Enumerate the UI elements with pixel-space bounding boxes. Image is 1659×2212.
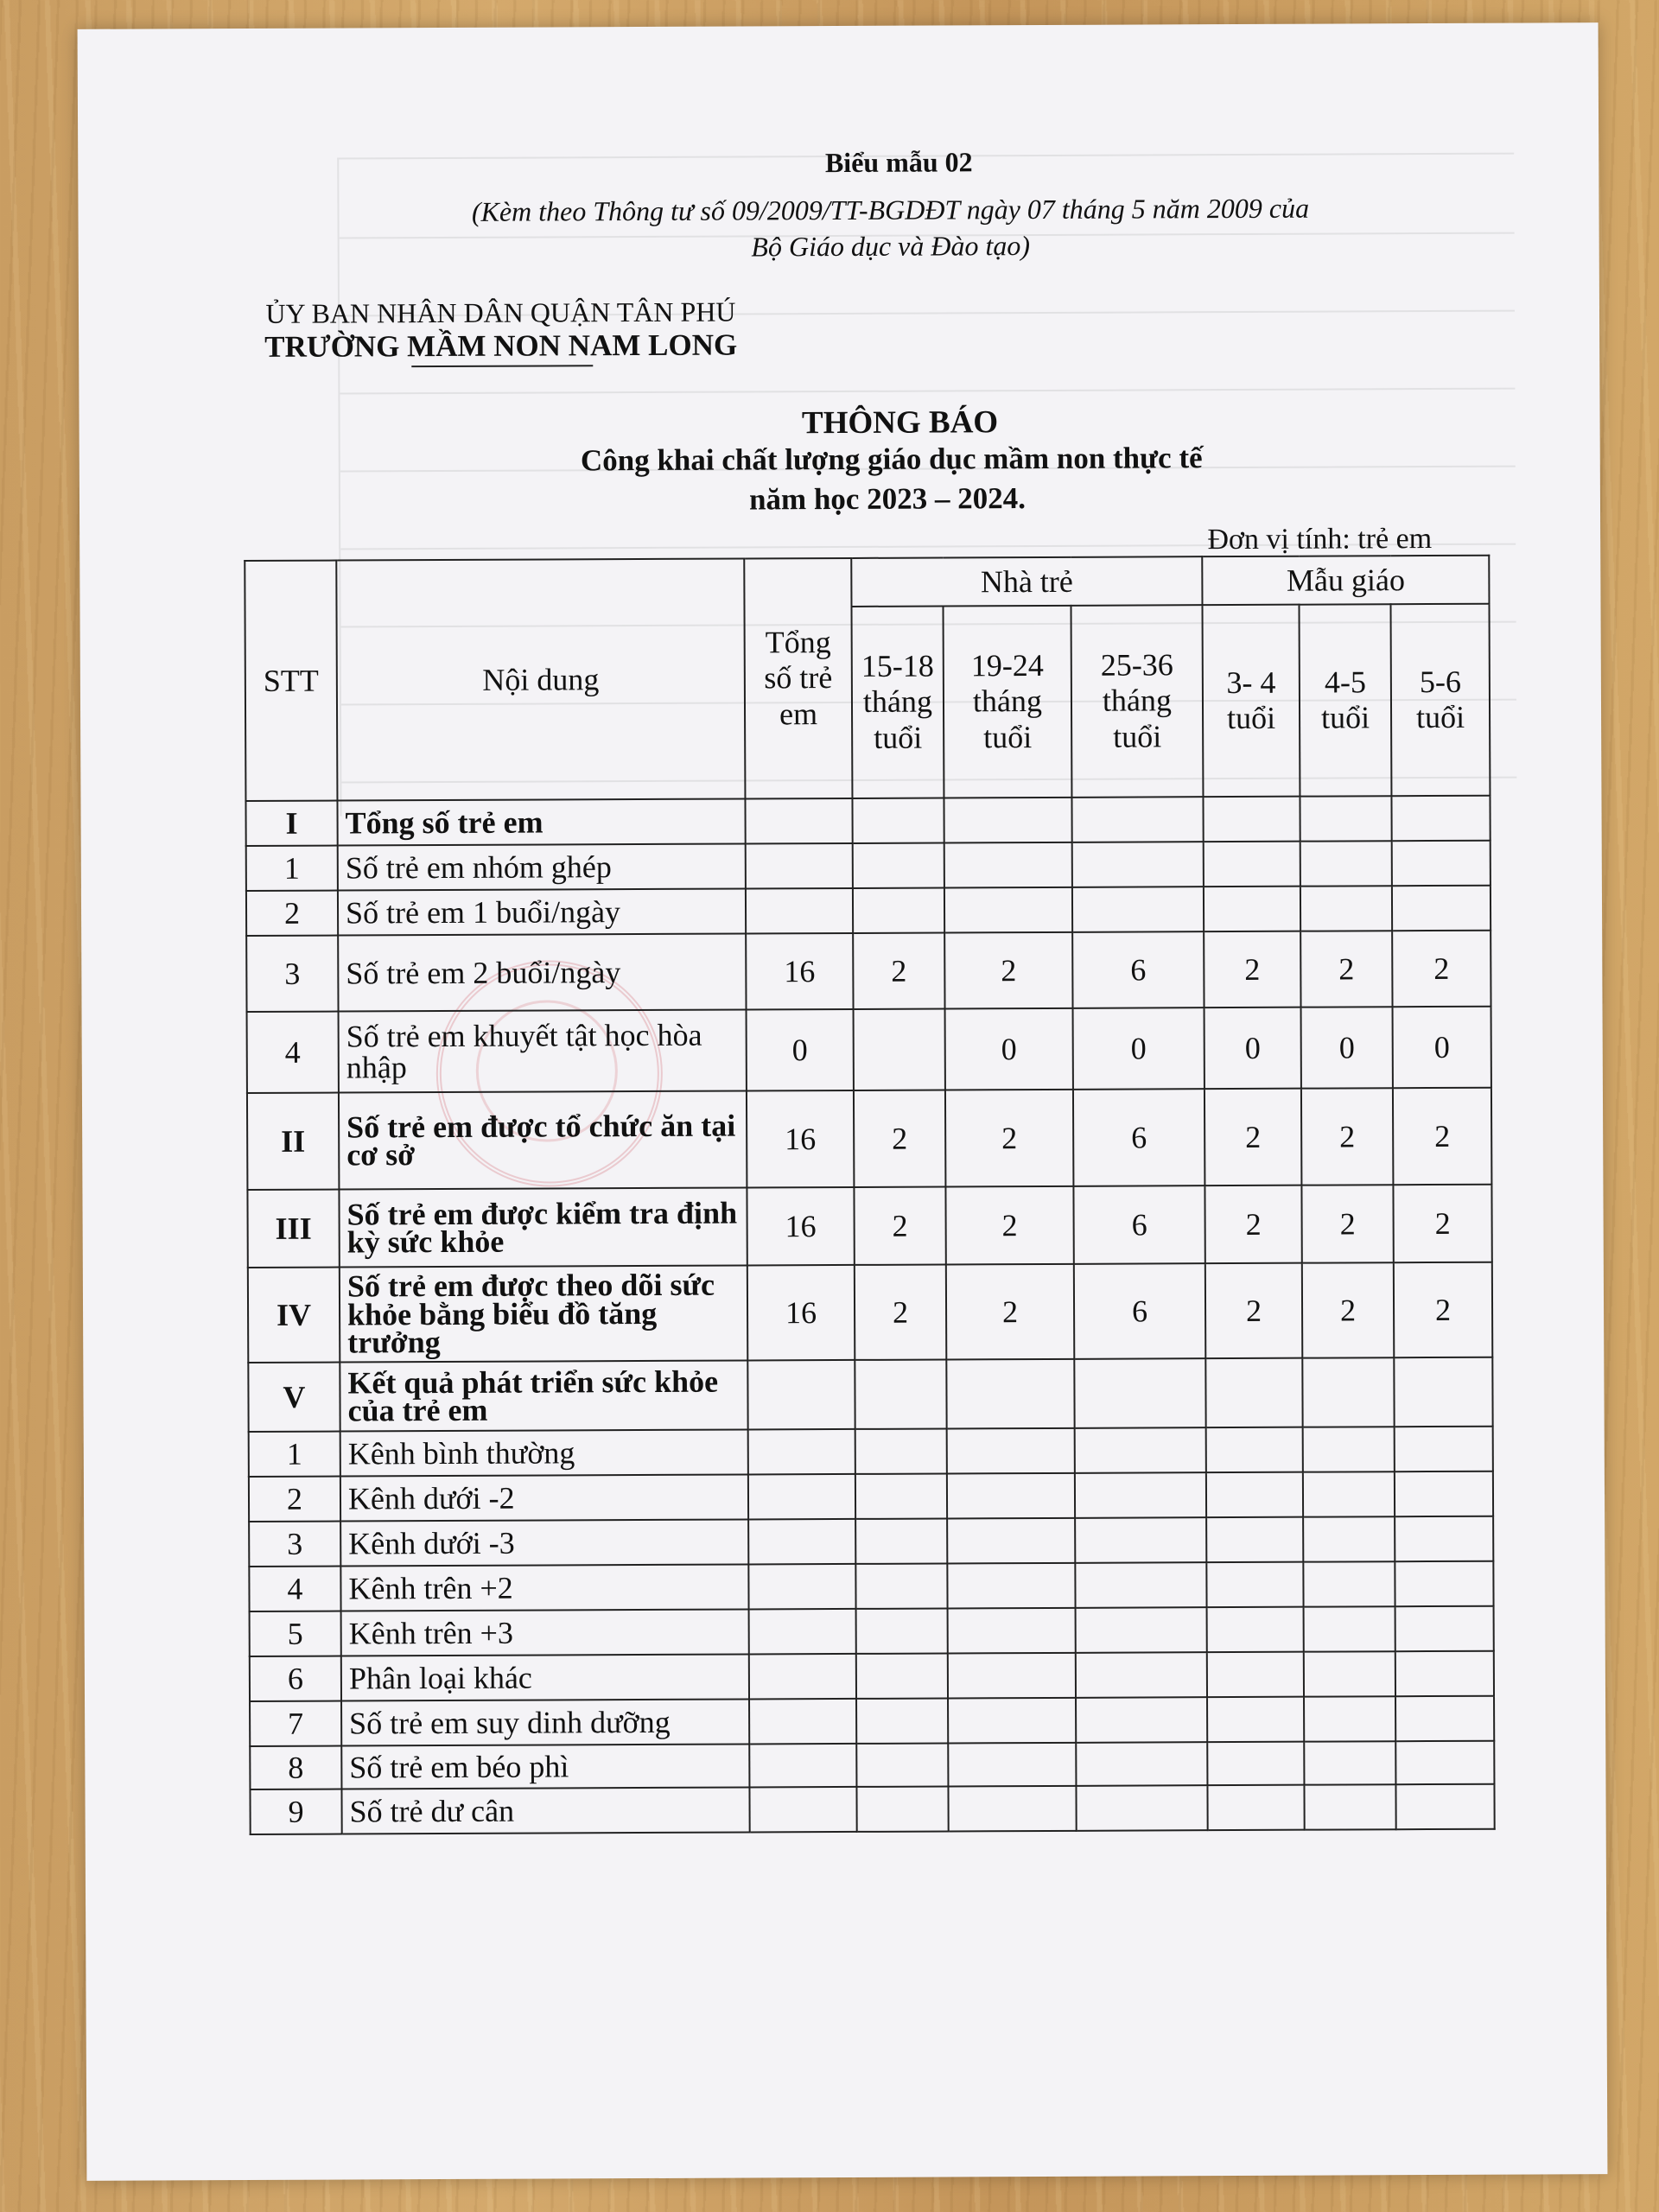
header-age-15-18: 15-18 tháng tuổi (851, 606, 944, 798)
row-value-cell (1206, 1472, 1303, 1517)
row-value-cell (1205, 1358, 1302, 1427)
row-content: Số trẻ em béo phì (341, 1744, 749, 1789)
decree-reference (130, 188, 1650, 268)
row-stt: 3 (249, 1522, 340, 1567)
table-row (247, 1088, 1492, 1190)
row-value-cell (1392, 841, 1491, 886)
row-value-cell (947, 1473, 1075, 1519)
row-value-cell (855, 1473, 947, 1518)
table-row (249, 1561, 1493, 1611)
header-age-25-36: 25-36 tháng tuổi (1071, 605, 1203, 798)
table-row (250, 1741, 1494, 1789)
row-value-cell (854, 1008, 945, 1090)
row-value-cell (1206, 1427, 1303, 1472)
row-value-cell: 0 (1073, 1007, 1205, 1090)
row-value-cell (1072, 887, 1204, 932)
row-content: Số trẻ em 1 buổi/ngày (338, 888, 746, 935)
row-value-cell (944, 887, 1072, 933)
row-stt: 1 (249, 1432, 340, 1477)
row-value-cell (852, 798, 944, 842)
row-value-cell: 2 (946, 1264, 1074, 1360)
row-value-cell (1207, 1652, 1304, 1697)
row-value-cell: 2 (1205, 1263, 1302, 1358)
row-stt: 3 (246, 936, 338, 1012)
row-value-cell: 2 (854, 1090, 945, 1186)
row-value-cell: 2 (1301, 1185, 1393, 1262)
table-row (249, 1516, 1493, 1567)
table-row (246, 841, 1491, 891)
row-value-cell (1204, 842, 1300, 887)
row-content: Số trẻ em được theo dõi sức khỏe bằng biểu đồ tăng trưởng (340, 1265, 747, 1362)
row-value-cell (1304, 1784, 1395, 1829)
row-value-cell (745, 798, 852, 844)
school-name-underline (411, 365, 593, 367)
row-stt: I (245, 801, 337, 846)
row-value-cell: 2 (1393, 1185, 1491, 1262)
row-value-cell: 0 (1205, 1007, 1301, 1089)
table-row (248, 1262, 1492, 1363)
row-content: Số trẻ em 2 buổi/ngày (338, 933, 746, 1011)
row-value-cell: 2 (853, 932, 944, 1008)
row-value-cell (1072, 842, 1204, 887)
row-value-cell (948, 1743, 1076, 1787)
row-content: Số trẻ em nhóm ghép (338, 843, 746, 890)
row-value-cell (1303, 1561, 1395, 1606)
row-value-cell (1207, 1785, 1304, 1830)
row-value-cell: 2 (1393, 1088, 1491, 1185)
row-value-cell (948, 1786, 1076, 1832)
row-content: Kênh bình thường (340, 1429, 748, 1476)
row-value-cell (746, 888, 853, 934)
table-row (245, 796, 1490, 846)
row-stt: 4 (249, 1567, 340, 1611)
row-value-cell (1300, 796, 1391, 841)
row-value-cell (748, 1429, 855, 1475)
row-content: Kênh dưới -3 (340, 1519, 748, 1566)
row-value-cell (1207, 1697, 1304, 1742)
row-value-cell (1303, 1427, 1395, 1471)
table-row (250, 1696, 1494, 1746)
row-value-cell (856, 1786, 948, 1831)
row-value-cell (944, 842, 1072, 888)
row-value-cell: 16 (747, 1187, 854, 1266)
row-value-cell: 16 (746, 933, 853, 1010)
header-age-19-24: 19-24 tháng tuổi (943, 606, 1071, 798)
row-value-cell: 6 (1073, 1089, 1205, 1186)
table-row (249, 1427, 1493, 1477)
row-value-cell (748, 1564, 855, 1610)
row-value-cell: 2 (1205, 1185, 1301, 1263)
row-stt: 6 (250, 1656, 341, 1701)
row-value-cell (1300, 886, 1392, 931)
row-value-cell (944, 798, 1071, 843)
row-value-cell (1304, 1651, 1395, 1696)
row-value-cell (948, 1698, 1076, 1744)
row-value-cell (1076, 1607, 1207, 1653)
row-value-cell (1300, 841, 1392, 886)
row-stt: 2 (246, 891, 338, 936)
row-value-cell (749, 1609, 856, 1655)
row-value-cell: 6 (1073, 1185, 1205, 1264)
row-value-cell (747, 1360, 855, 1430)
row-value-cell (1394, 1357, 1492, 1427)
table-row (250, 1606, 1494, 1656)
row-value-cell: 2 (945, 1186, 1073, 1265)
header-kindergarten: Mẫu giáo (1202, 556, 1489, 605)
row-value-cell: 2 (945, 1090, 1073, 1187)
table-row (247, 1007, 1491, 1093)
row-stt: 1 (246, 846, 338, 891)
unit-label: Đơn vị tính: trẻ em (1207, 523, 1433, 556)
decree-line-1: (Kèm theo Thông tư số 09/2009/TT-BGDĐT ngày 07 tháng 5 năm 2009 của (471, 192, 1310, 227)
row-content: Số trẻ em suy dinh dưỡng (341, 1699, 749, 1745)
row-value-cell (1395, 1516, 1493, 1561)
row-value-cell: 2 (1301, 1088, 1393, 1185)
row-value-cell (855, 1518, 947, 1563)
row-value-cell (748, 1474, 855, 1520)
row-value-cell (1076, 1742, 1207, 1786)
row-stt: 5 (250, 1611, 341, 1656)
row-stt: III (247, 1190, 339, 1268)
table-row (249, 1471, 1493, 1522)
row-value-cell: 2 (1302, 1262, 1394, 1357)
header-age-4-5: 4-5 tuổi (1300, 604, 1392, 796)
row-value-cell (856, 1743, 948, 1786)
row-value-cell (948, 1608, 1076, 1654)
table-row (250, 1651, 1494, 1701)
notice-subtitle-2: năm học 2023 – 2024. (748, 481, 1026, 517)
row-value-cell (1206, 1517, 1303, 1562)
notice-title: THÔNG BÁO (801, 404, 999, 442)
header-age-3-4: 3- 4 tuổi (1203, 605, 1300, 797)
row-value-cell (1302, 1357, 1394, 1427)
row-value-cell (1395, 1784, 1494, 1829)
row-stt: 9 (250, 1789, 341, 1834)
row-value-cell (1203, 797, 1300, 842)
row-value-cell: 2 (855, 1264, 946, 1359)
header-nursery: Nhà trẻ (851, 556, 1202, 607)
notice-subtitle-1: Công khai chất lượng giáo dục mầm non thực tế (580, 441, 1203, 478)
row-value-cell: 16 (747, 1265, 855, 1361)
row-content: Phân loại khác (341, 1654, 749, 1700)
row-content: Số trẻ em khuyết tật học hòa nhập (339, 1009, 747, 1092)
row-value-cell (1076, 1785, 1207, 1831)
row-value-cell: 0 (747, 1009, 854, 1091)
row-value-cell (947, 1518, 1075, 1564)
row-value-cell (1075, 1562, 1206, 1608)
row-value-cell (856, 1698, 948, 1743)
table-row (246, 886, 1491, 936)
row-value-cell (1304, 1606, 1395, 1651)
row-value-cell (1304, 1696, 1395, 1741)
row-value-cell (947, 1428, 1075, 1474)
header-stt: STT (245, 561, 337, 801)
row-value-cell (1071, 797, 1203, 842)
row-value-cell (1395, 1427, 1493, 1471)
row-value-cell (855, 1563, 947, 1608)
row-stt: IV (248, 1268, 340, 1363)
row-value-cell: 2 (1204, 931, 1300, 1007)
row-value-cell (853, 842, 944, 887)
row-value-cell: 2 (1205, 1089, 1301, 1185)
row-content: Kênh trên +3 (341, 1609, 749, 1656)
row-value-cell (748, 1519, 855, 1565)
row-value-cell: 2 (1394, 1262, 1492, 1357)
row-stt: 7 (250, 1701, 341, 1746)
row-value-cell (1076, 1652, 1207, 1698)
header-content: Nội dung (336, 558, 745, 800)
row-value-cell (1395, 1696, 1494, 1741)
row-value-cell (749, 1654, 856, 1700)
row-content: Kết quả phát triển sức khỏe của trẻ em (340, 1360, 747, 1431)
row-value-cell (1075, 1517, 1206, 1563)
row-content: Kênh dưới -2 (340, 1474, 748, 1521)
form-title: Biểu mẫu 02 (824, 146, 973, 179)
row-value-cell (746, 843, 853, 889)
row-stt: 8 (250, 1746, 341, 1789)
statistics-table (244, 555, 1495, 1835)
row-value-cell (749, 1787, 856, 1833)
row-value-cell: 0 (1301, 1007, 1393, 1088)
row-value-cell (1391, 796, 1490, 841)
row-value-cell (1074, 1358, 1205, 1428)
row-value-cell (1207, 1742, 1304, 1785)
row-value-cell: 2 (854, 1186, 945, 1264)
row-value-cell (947, 1563, 1075, 1609)
row-value-cell (1395, 1606, 1494, 1651)
row-value-cell (1207, 1607, 1304, 1652)
row-value-cell: 6 (1072, 931, 1204, 1008)
row-value-cell (1395, 1741, 1494, 1784)
row-value-cell: 2 (1300, 931, 1392, 1007)
organization-block (264, 296, 737, 368)
row-value-cell (855, 1428, 947, 1473)
row-value-cell (1206, 1562, 1303, 1607)
row-value-cell (1303, 1471, 1395, 1516)
row-value-cell (749, 1699, 856, 1745)
row-value-cell: 0 (1393, 1007, 1491, 1088)
row-value-cell (853, 887, 944, 932)
row-value-cell: 16 (747, 1090, 854, 1188)
row-value-cell (1395, 1651, 1494, 1696)
row-content: Số trẻ em được tổ chức ăn tại cơ sở (339, 1090, 747, 1189)
row-value-cell (856, 1653, 948, 1698)
row-stt: V (248, 1363, 340, 1432)
row-content: Số trẻ dư cân (341, 1787, 749, 1834)
header-age-5-6: 5-6 tuổi (1391, 604, 1491, 796)
row-value-cell (1075, 1472, 1206, 1518)
row-value-cell (946, 1359, 1074, 1429)
row-value-cell: 2 (1392, 931, 1491, 1007)
table-row (250, 1784, 1494, 1834)
row-value-cell (1395, 1471, 1493, 1516)
table-row (247, 1185, 1491, 1268)
row-value-cell (749, 1744, 856, 1788)
paper-sheet (78, 22, 1608, 2181)
row-stt: II (247, 1093, 339, 1190)
row-value-cell (948, 1653, 1076, 1699)
row-value-cell (1395, 1561, 1493, 1606)
row-value-cell (855, 1359, 946, 1428)
row-value-cell: 6 (1074, 1263, 1206, 1359)
row-value-cell (1392, 886, 1491, 931)
row-value-cell (1075, 1427, 1206, 1473)
row-content: Tổng số trẻ em (337, 798, 745, 845)
row-value-cell (1303, 1516, 1395, 1561)
row-value-cell (1204, 887, 1300, 931)
row-value-cell (1076, 1697, 1207, 1743)
row-value-cell (1304, 1741, 1395, 1784)
table-body (245, 796, 1494, 1834)
row-content: Số trẻ em được kiểm tra định kỳ sức khỏe (339, 1187, 747, 1267)
decree-line-2: Bộ Giáo dục và Đào tạo) (751, 230, 1031, 263)
row-value-cell: 0 (945, 1008, 1073, 1090)
header-total: Tổng số trẻ em (744, 558, 852, 799)
row-stt: 4 (247, 1012, 339, 1093)
school-name: TRƯỜNG MẦM NON NAM LONG (264, 327, 738, 364)
district-committee: ỦY BAN NHÂN DÂN QUẬN TÂN PHÚ (265, 296, 736, 329)
row-stt: 2 (249, 1477, 340, 1522)
table-row (248, 1357, 1492, 1432)
table-row (246, 931, 1491, 1012)
row-value-cell (856, 1608, 948, 1653)
row-value-cell: 2 (944, 932, 1072, 1009)
row-content: Kênh trên +2 (340, 1564, 748, 1611)
